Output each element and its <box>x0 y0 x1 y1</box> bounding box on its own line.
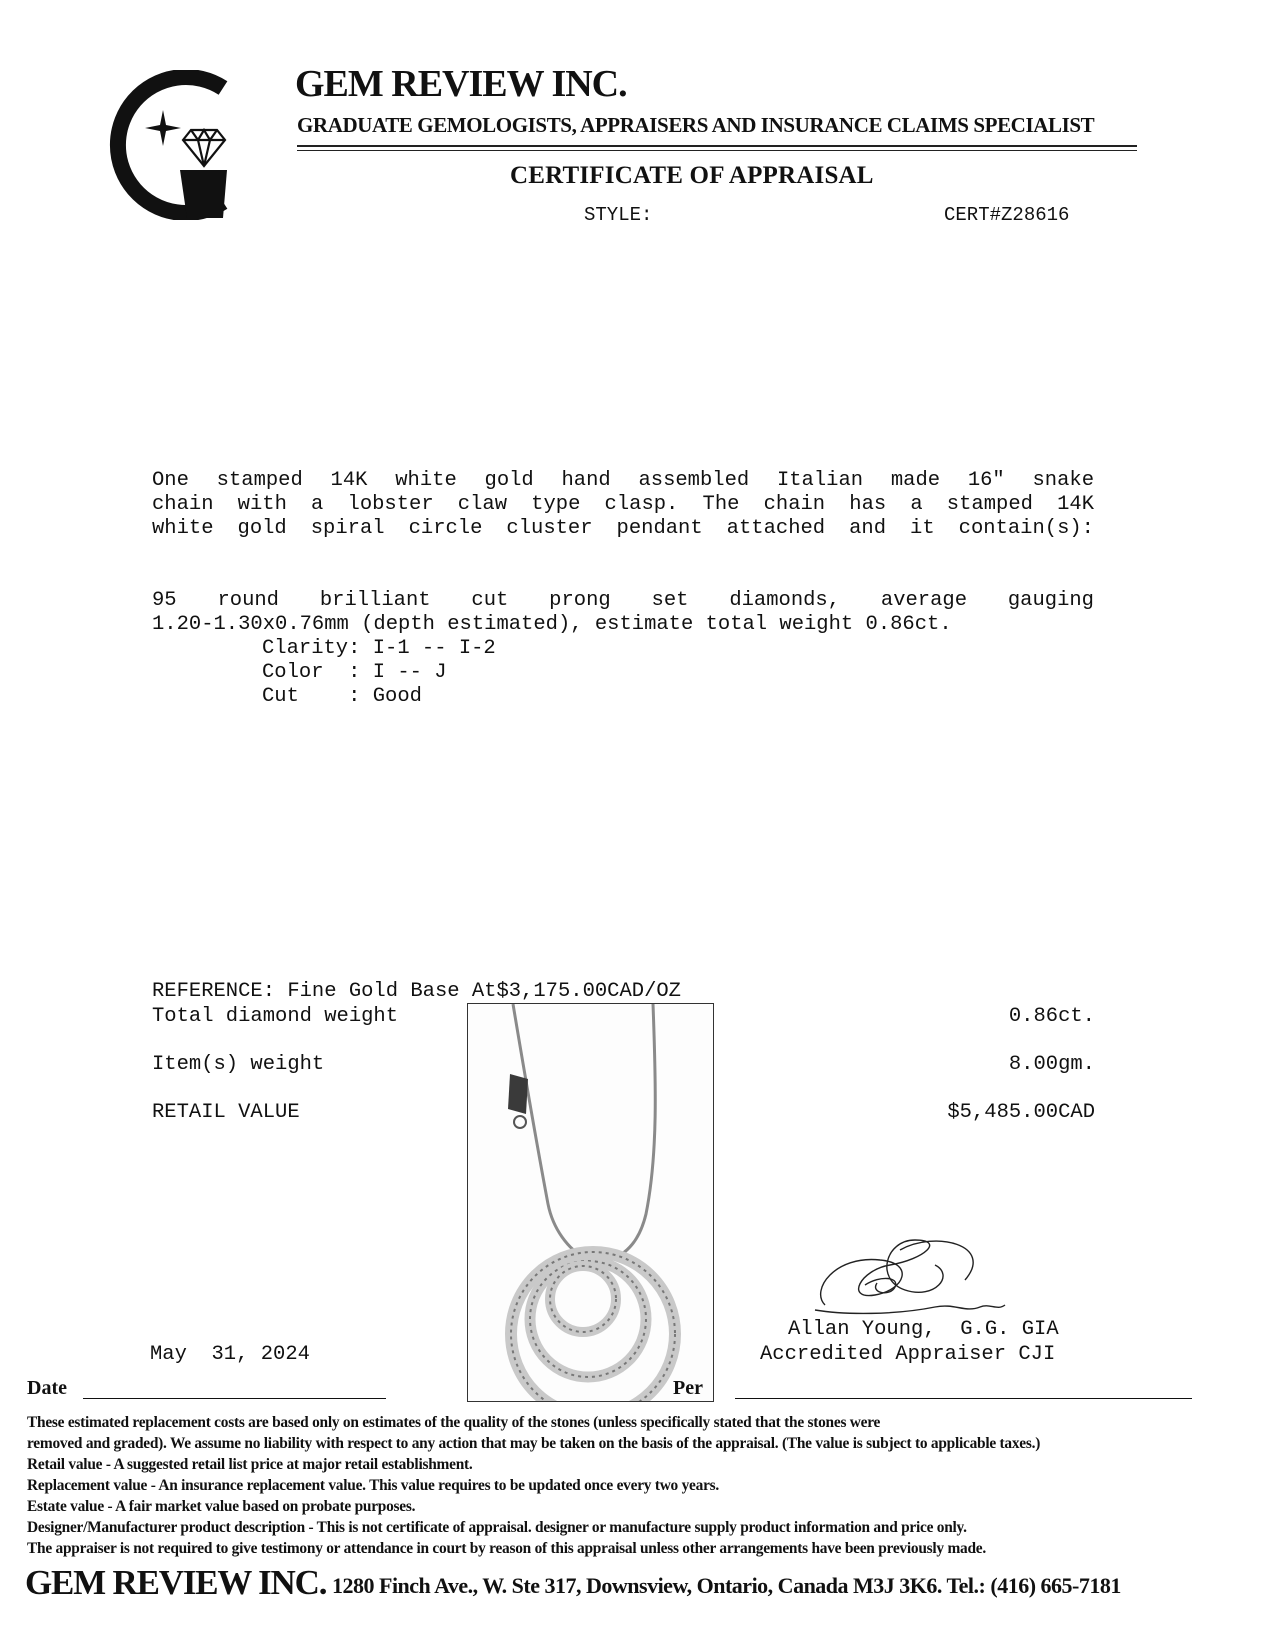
reference-line: REFERENCE: Fine Gold Base At$3,175.00CAD/OZ <box>152 980 681 1003</box>
appraiser-signature-icon <box>805 1235 1045 1330</box>
total-diamond-weight-value: 0.86ct. <box>1008 1005 1095 1028</box>
footer-address: 1280 Finch Ave., W. Ste 317, Downsview, Ontario, Canada M3J 3K6. Tel.: (416) 665-7181 <box>332 1573 1121 1598</box>
retail-value-label: RETAIL VALUE <box>152 1101 300 1124</box>
item-weight-label: Item(s) weight <box>152 1053 325 1076</box>
disclaimer-line: Replacement value - An insurance replacement value. This value requires to be updated once every two years. <box>27 1477 719 1494</box>
diamond-description-line: 1.20-1.30x0.76mm (depth estimated), estimate total weight 0.86ct. <box>152 613 952 636</box>
diamond-description-line: 95 round brilliant cut prong set diamonds, average gauging <box>152 589 1094 612</box>
disclaimer-line: Designer/Manufacturer product description - This is not certificate of appraisal. designer or manufacture supply product information and price only. <box>27 1519 967 1536</box>
disclaimer-line: Retail value - A suggested retail list price at major retail establishment. <box>27 1456 473 1473</box>
footer-company-name: GEM REVIEW INC. <box>25 1563 327 1602</box>
per-label: Per <box>673 1377 703 1399</box>
description-line: One stamped 14K white gold hand assembled Italian made 16" snake <box>152 469 1094 492</box>
total-diamond-weight-label: Total diamond weight <box>152 1005 399 1028</box>
cut-spec: Cut : Good <box>262 685 422 708</box>
appraisal-date: May 31, 2024 <box>150 1343 310 1366</box>
header-rule-thin <box>297 150 1137 151</box>
appraiser-name: Allan Young, G.G. GIA <box>788 1318 1059 1341</box>
disclaimer-line: These estimated replacement costs are based only on estimates of the quality of the stones (unless specifically stated that the stones were <box>27 1414 881 1431</box>
date-line <box>83 1398 386 1399</box>
clarity-spec: Clarity: I-1 -- I-2 <box>262 637 496 660</box>
necklace-photo-icon <box>467 1003 714 1402</box>
style-label: STYLE: <box>584 204 653 226</box>
color-spec: Color : I -- J <box>262 661 447 684</box>
description-line: white gold spiral circle cluster pendant attached and it contain(s): <box>152 517 1094 540</box>
header-rule <box>297 145 1137 147</box>
disclaimer-line: removed and graded). We assume no liability with respect to any action that may be taken on the basis of the appraisal. (The value is subject to applicable taxes.) <box>27 1435 1041 1452</box>
certificate-title: CERTIFICATE OF APPRAISAL <box>510 162 874 189</box>
gem-g-logo-icon <box>105 70 250 220</box>
retail-value: $5,485.00CAD <box>947 1101 1095 1124</box>
disclaimer-line: Estate value - A fair market value based on probate purposes. <box>27 1498 416 1515</box>
company-name: GEM REVIEW INC. <box>295 63 627 105</box>
description-line: chain with a lobster claw type clasp. The chain has a stamped 14K <box>152 493 1094 516</box>
per-line <box>735 1398 1192 1399</box>
appraiser-credential: Accredited Appraiser CJI <box>760 1343 1056 1366</box>
date-label: Date <box>27 1377 67 1399</box>
item-weight-value: 8.00gm. <box>1008 1053 1095 1076</box>
disclaimer-line: The appraiser is not required to give testimony or attendance in court by reason of this appraisal unless other arrangements have been previously made. <box>27 1540 986 1557</box>
certificate-number: CERT#Z28616 <box>944 204 1070 226</box>
company-tagline: GRADUATE GEMOLOGISTS, APPRAISERS AND INSURANCE CLAIMS SPECIALIST <box>297 113 1095 137</box>
